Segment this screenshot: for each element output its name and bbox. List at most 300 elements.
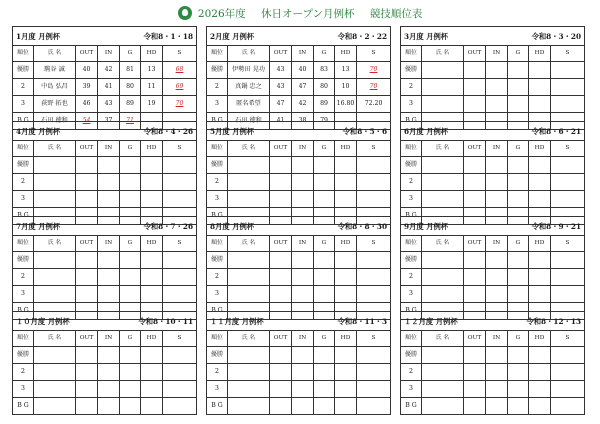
result-cell: 2 [207, 364, 228, 381]
result-cell: 2 [13, 174, 34, 191]
page-header [0, 6, 600, 22]
column-header: G [508, 236, 529, 252]
result-cell [141, 174, 163, 191]
result-cell [486, 364, 508, 381]
month-date: 令和8・8・30 [337, 221, 388, 231]
column-header: IN [292, 46, 314, 62]
result-cell: 47 [270, 96, 292, 113]
result-cell [464, 191, 486, 208]
result-row [401, 174, 585, 191]
result-row [401, 347, 585, 364]
column-header: S [357, 331, 391, 347]
result-cell [228, 269, 270, 286]
result-row [207, 286, 391, 303]
column-header: S [357, 141, 391, 157]
result-cell [422, 269, 464, 286]
result-cell: 荻野 拓也 [34, 96, 76, 113]
result-cell [98, 398, 120, 415]
column-header: 氏 名 [34, 331, 76, 347]
column-header: S [551, 331, 585, 347]
result-cell [508, 398, 529, 415]
column-header-row [401, 236, 585, 252]
result-cell [270, 364, 292, 381]
result-cell: B G [207, 113, 228, 130]
result-cell [551, 174, 585, 191]
result-cell: 2 [207, 174, 228, 191]
result-cell [464, 79, 486, 96]
column-header-row [13, 46, 197, 62]
result-cell: 89 [314, 96, 335, 113]
result-cell [141, 252, 163, 269]
result-cell [34, 174, 76, 191]
result-cell [76, 252, 98, 269]
result-cell [98, 269, 120, 286]
column-header: 氏 名 [422, 236, 464, 252]
column-header: HD [141, 46, 163, 62]
column-header: IN [98, 141, 120, 157]
column-header: IN [98, 236, 120, 252]
result-cell [163, 157, 197, 174]
result-cell [163, 398, 197, 415]
result-cell [98, 157, 120, 174]
result-cell: 41 [98, 79, 120, 96]
column-header: OUT [464, 236, 486, 252]
result-row [207, 347, 391, 364]
result-cell: 優勝 [207, 347, 228, 364]
column-header: 氏 名 [422, 331, 464, 347]
result-row [401, 96, 585, 113]
column-header: HD [529, 331, 551, 347]
result-cell [335, 381, 357, 398]
result-cell [486, 252, 508, 269]
result-cell [551, 364, 585, 381]
result-cell: 優勝 [13, 157, 34, 174]
result-cell: 優勝 [13, 252, 34, 269]
column-header: G [314, 46, 335, 62]
result-cell [98, 364, 120, 381]
result-cell [314, 347, 335, 364]
result-cell [422, 62, 464, 79]
result-cell [551, 398, 585, 415]
result-cell [422, 252, 464, 269]
column-header: 氏 名 [422, 46, 464, 62]
result-cell: 71 [120, 113, 141, 130]
result-row [401, 364, 585, 381]
result-cell [270, 398, 292, 415]
month-date: 令和8・6・21 [531, 126, 582, 136]
result-row [207, 269, 391, 286]
result-cell [464, 62, 486, 79]
result-cell [529, 286, 551, 303]
result-cell [508, 347, 529, 364]
result-cell [508, 252, 529, 269]
result-cell [270, 174, 292, 191]
column-header-row [401, 46, 585, 62]
result-cell [163, 286, 197, 303]
column-header: IN [292, 141, 314, 157]
month-date: 令和8・9・21 [531, 221, 582, 231]
result-cell [141, 269, 163, 286]
result-cell [98, 191, 120, 208]
result-cell: 42 [98, 62, 120, 79]
result-cell [228, 364, 270, 381]
result-row [13, 347, 197, 364]
column-header: G [120, 46, 141, 62]
result-cell [228, 191, 270, 208]
result-cell [314, 364, 335, 381]
month-title-row [13, 217, 197, 236]
column-header: 氏 名 [422, 141, 464, 157]
column-header: OUT [464, 331, 486, 347]
result-cell [76, 157, 98, 174]
result-cell: 優勝 [207, 252, 228, 269]
column-header-row [13, 141, 197, 157]
result-cell [357, 157, 391, 174]
result-cell: 3 [401, 191, 422, 208]
result-row [207, 174, 391, 191]
result-row [13, 252, 197, 269]
club-logo-icon [178, 6, 192, 20]
result-cell [34, 252, 76, 269]
result-cell [163, 347, 197, 364]
result-cell: 79 [314, 113, 335, 130]
result-cell [422, 381, 464, 398]
result-cell: 41 [270, 113, 292, 130]
result-cell [335, 174, 357, 191]
result-cell [292, 191, 314, 208]
month-title: １２月度 月例杯 [404, 316, 458, 326]
result-cell: 3 [207, 96, 228, 113]
result-cell [228, 286, 270, 303]
result-cell [120, 381, 141, 398]
result-cell: 2 [13, 79, 34, 96]
result-cell [34, 157, 76, 174]
result-cell [335, 286, 357, 303]
result-cell [228, 398, 270, 415]
result-cell [529, 62, 551, 79]
column-header: HD [335, 236, 357, 252]
result-cell [357, 347, 391, 364]
month-date: 令和8・7・26 [143, 221, 194, 231]
result-cell [464, 398, 486, 415]
result-cell: 中島 弘昌 [34, 79, 76, 96]
column-header: G [508, 331, 529, 347]
month-table [400, 311, 585, 415]
result-cell [335, 191, 357, 208]
result-cell [529, 157, 551, 174]
column-header: S [163, 236, 197, 252]
result-cell: 2 [13, 364, 34, 381]
month-title-row [207, 312, 391, 331]
result-cell: 37 [98, 113, 120, 130]
result-cell [551, 191, 585, 208]
column-header: 氏 名 [34, 236, 76, 252]
month-date: 令和8・3・20 [531, 31, 582, 41]
result-cell [314, 398, 335, 415]
result-cell: 42 [292, 96, 314, 113]
result-cell: 19 [141, 96, 163, 113]
month-table [12, 121, 197, 225]
column-header: OUT [76, 141, 98, 157]
column-header: HD [335, 141, 357, 157]
month-title-row [401, 312, 585, 331]
result-cell [270, 286, 292, 303]
result-cell: 43 [98, 96, 120, 113]
result-cell [163, 191, 197, 208]
result-cell: 3 [207, 191, 228, 208]
result-row [207, 62, 391, 79]
result-cell: 54 [76, 113, 98, 130]
result-cell: 駒谷 誠 [34, 62, 76, 79]
result-cell [335, 398, 357, 415]
result-cell [529, 269, 551, 286]
result-cell: 匿名希望 [228, 96, 270, 113]
column-header: 氏 名 [228, 236, 270, 252]
result-cell [228, 174, 270, 191]
result-cell [292, 347, 314, 364]
result-cell [335, 157, 357, 174]
result-cell: B G [207, 208, 228, 225]
month-title-row [13, 27, 197, 46]
result-cell: 39 [76, 79, 98, 96]
month-title-row [13, 122, 197, 141]
result-cell [141, 286, 163, 303]
column-header-row [13, 236, 197, 252]
result-cell: 3 [401, 96, 422, 113]
result-cell [76, 174, 98, 191]
month-date: 令和8・2・22 [337, 31, 388, 41]
result-cell: 40 [292, 62, 314, 79]
column-header: OUT [76, 46, 98, 62]
month-date: 令和8・11・3 [337, 316, 388, 326]
result-row [401, 398, 585, 415]
month-table [206, 311, 391, 415]
column-header: 順位 [401, 331, 422, 347]
month-title-row [401, 217, 585, 236]
result-cell [141, 364, 163, 381]
month-date: 令和8・5・6 [342, 126, 388, 136]
result-cell [508, 174, 529, 191]
result-cell [314, 286, 335, 303]
column-header-row [207, 236, 391, 252]
result-cell [529, 96, 551, 113]
result-cell: 70 [163, 96, 197, 113]
result-cell [98, 347, 120, 364]
result-cell [76, 269, 98, 286]
column-header: OUT [270, 236, 292, 252]
month-title-row [207, 27, 391, 46]
result-cell [120, 174, 141, 191]
result-cell [486, 157, 508, 174]
column-header: G [508, 141, 529, 157]
column-header-row [207, 141, 391, 157]
column-header: OUT [270, 141, 292, 157]
result-cell: 72.20 [357, 96, 391, 113]
result-cell: 70 [357, 79, 391, 96]
header-subtitle: 競技順位表 [369, 8, 423, 20]
result-cell [120, 252, 141, 269]
result-cell [120, 269, 141, 286]
result-cell [357, 252, 391, 269]
column-header-row [207, 331, 391, 347]
result-cell [357, 286, 391, 303]
result-row [207, 252, 391, 269]
result-row [207, 96, 391, 113]
result-cell [486, 269, 508, 286]
result-cell [163, 364, 197, 381]
result-cell [120, 398, 141, 415]
month-title: 2月度 月例杯 [210, 31, 255, 41]
result-cell [486, 381, 508, 398]
result-row [207, 381, 391, 398]
result-cell [34, 269, 76, 286]
result-row [13, 398, 197, 415]
result-cell [551, 96, 585, 113]
result-cell [314, 157, 335, 174]
month-table [206, 121, 391, 225]
result-cell [120, 347, 141, 364]
result-row [207, 191, 391, 208]
result-cell [529, 79, 551, 96]
result-cell: 優勝 [401, 157, 422, 174]
result-cell: 80 [314, 79, 335, 96]
column-header: HD [529, 46, 551, 62]
result-cell [141, 191, 163, 208]
result-cell [422, 96, 464, 113]
result-cell: 石田 徳和 [34, 113, 76, 130]
result-cell: B G [401, 303, 422, 320]
column-header: OUT [270, 331, 292, 347]
result-cell: 83 [314, 62, 335, 79]
result-cell [292, 381, 314, 398]
result-cell: 3 [13, 191, 34, 208]
result-cell [163, 174, 197, 191]
result-cell: 68 [163, 62, 197, 79]
month-table [12, 311, 197, 415]
result-cell [422, 174, 464, 191]
result-cell [76, 191, 98, 208]
result-cell [551, 62, 585, 79]
result-cell: 真鍋 忠之 [228, 79, 270, 96]
month-table [400, 216, 585, 320]
result-cell: 81 [120, 62, 141, 79]
result-cell [335, 252, 357, 269]
column-header: OUT [76, 236, 98, 252]
result-cell: 2 [207, 269, 228, 286]
result-cell: 3 [401, 286, 422, 303]
result-cell [486, 62, 508, 79]
result-row [401, 62, 585, 79]
column-header: IN [292, 236, 314, 252]
result-cell: 優勝 [13, 347, 34, 364]
result-cell [529, 347, 551, 364]
result-cell [464, 286, 486, 303]
result-row [13, 96, 197, 113]
column-header: 順位 [207, 236, 228, 252]
result-cell: 2 [207, 79, 228, 96]
result-cell [314, 269, 335, 286]
result-cell [270, 269, 292, 286]
result-row [401, 269, 585, 286]
result-cell: 46 [76, 96, 98, 113]
result-cell [141, 398, 163, 415]
column-header: G [120, 141, 141, 157]
column-header: OUT [76, 331, 98, 347]
result-row [401, 381, 585, 398]
result-cell: 石田 徳和 [228, 113, 270, 130]
month-table [206, 26, 391, 130]
result-cell [34, 364, 76, 381]
column-header: IN [486, 141, 508, 157]
result-cell [486, 191, 508, 208]
result-cell: 2 [401, 79, 422, 96]
column-header: G [314, 236, 335, 252]
month-title: 5月度 月例杯 [210, 126, 255, 136]
result-cell [508, 286, 529, 303]
result-cell [508, 381, 529, 398]
result-cell [422, 398, 464, 415]
result-cell [464, 364, 486, 381]
result-cell [270, 252, 292, 269]
result-cell [529, 381, 551, 398]
month-title: 4月度 月例杯 [16, 126, 61, 136]
column-header: S [163, 141, 197, 157]
result-row [13, 364, 197, 381]
month-title: 3月度 月例杯 [404, 31, 449, 41]
column-header: HD [529, 141, 551, 157]
column-header: 氏 名 [34, 141, 76, 157]
result-cell: 2 [13, 269, 34, 286]
column-header: S [163, 46, 197, 62]
result-cell [34, 398, 76, 415]
column-header: S [551, 46, 585, 62]
column-header: HD [529, 236, 551, 252]
result-cell: 16.80 [335, 96, 357, 113]
column-header: OUT [270, 46, 292, 62]
result-cell [141, 157, 163, 174]
column-header: HD [335, 46, 357, 62]
result-cell [529, 364, 551, 381]
column-header: G [120, 331, 141, 347]
result-cell [422, 191, 464, 208]
month-date: 令和8・4・26 [143, 126, 194, 136]
column-header-row [401, 141, 585, 157]
result-cell [357, 381, 391, 398]
month-title-row [207, 217, 391, 236]
result-cell [357, 398, 391, 415]
result-cell [529, 191, 551, 208]
column-header: IN [98, 331, 120, 347]
result-cell [551, 286, 585, 303]
result-cell: 43 [270, 62, 292, 79]
result-cell [508, 157, 529, 174]
result-cell [486, 79, 508, 96]
result-row [13, 157, 197, 174]
month-title: 6月度 月例杯 [404, 126, 449, 136]
result-cell [314, 381, 335, 398]
result-cell [292, 364, 314, 381]
result-cell: 優勝 [401, 347, 422, 364]
result-cell: 10 [335, 79, 357, 96]
result-cell [292, 157, 314, 174]
result-row [401, 157, 585, 174]
result-cell: 3 [401, 381, 422, 398]
result-cell: B G [207, 398, 228, 415]
month-title: 9月度 月例杯 [404, 221, 449, 231]
month-title-row [401, 27, 585, 46]
result-cell [486, 347, 508, 364]
result-row [13, 174, 197, 191]
